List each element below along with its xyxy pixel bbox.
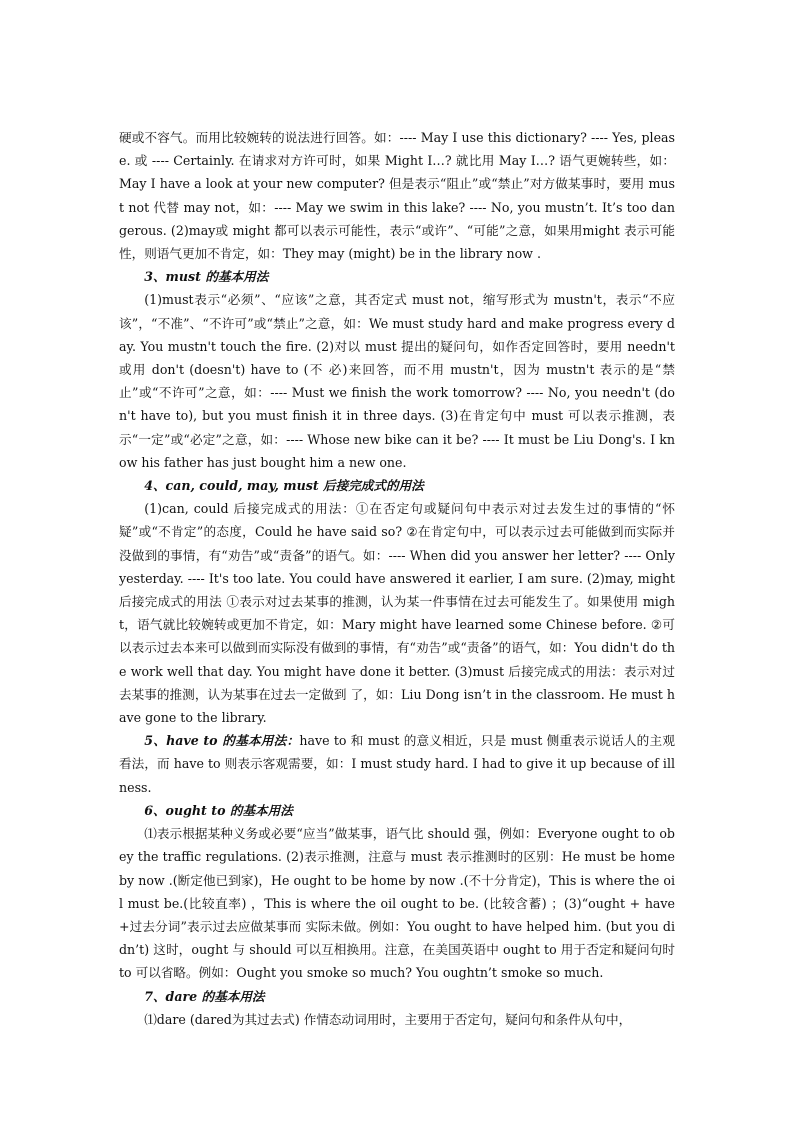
section-heading-perfect-forms: 4、can, could, may, must 后接完成式的用法	[144, 478, 424, 494]
paragraph-must: (1)must表示“必须”、“应该”之意，其否定式 must not，缩写形式为 mustn't，表示“不应该”，“不准”、“不许可”或“禁止”之意，如：We must study hard and make progress every day. You mustn't touch the fire. (2)对以 must 提出的疑问句，如作否定回答时，要用 needn't 或用 don't (doesn't) have to (不 必)来回答，而不用 mustn't，因为 mustn't 表示的是“禁止”或“不许可”之意，如：---- Must we finish the work tomorrow? ---- No, you needn't (don't have to), but you must finish it in three days. (3)在肯定句中 must 可以表示推测，表示“一定”或“必定”之意，如：---- Whose new bike can it be? ---- It must be Liu Dong's. I know his father has just bought him a new one.	[119, 292, 675, 470]
section-heading-must: 3、must 的基本用法	[144, 269, 269, 285]
paragraph-have-to	[119, 729, 675, 799]
section-heading-dare: 7、dare 的基本用法	[144, 988, 265, 1004]
paragraph-may-might-continued: 硬或不容气。而用比较婉转的说法进行回答。如：---- May I use this dictionary? ---- Yes, please. 或 ---- Certainly. 在请求对方许可时，如果 Might I…? 就比用 May I…? 语气更婉转些，如：May I have a look at your new computer? 但是表示“阻止”或“禁止”对方做某事时，要用 must not 代替 may not，如：---- May we swim in this lake? ---- No, you mustn’t. It’s too dangerous. (2)may或 might 都可以表示可能性，表示“或许”、“可能”之意，如果用might 表示可能性，则语气更加不肯定，如：They may (might) be in the library now .	[119, 130, 675, 262]
paragraph-ought-to: ⑴表示根据某种义务或必要“应当”做某事，语气比 should 强，例如：Everyone ought to obey the traffic regulations. (2)表示推测，注意与 must 表示推测时的区别：He must be home by now .(断定他已到家)，He ought to be home by now .(不十分肯定)，This is where the oil must be.(比较直率) ，This is where the oil ought to be. (比较含蓄) ；(3)“ought + have+过去分词”表示过去应做某事而 实际未做。例如：You ought to have helped him. (but you didn’t) 这时，ought 与 should 可以互相换用。注意，在美国英语中 ought to 用于否定和疑问句时 to 可以省略。例如：Ought you smoke so much? You oughtn’t smoke so much.	[119, 826, 675, 981]
section-heading-ought-to: 6、ought to 的基本用法	[144, 802, 293, 818]
paragraph-have-to-text: have to 和 must 的意义相近，只是 must 侧重表示说话人的主观看法，而 have to 则表示客观需要，如：I must study hard. I had to give it up because of illness.	[119, 733, 675, 795]
paragraph-dare: ⑴dare (dared为其过去式) 作情态动词用时，主要用于否定句，疑问句和条件从句中，	[144, 1011, 632, 1027]
document-page	[119, 126, 675, 1031]
paragraph-perfect-forms: (1)can, could 后接完成式的用法：①在否定句或疑问句中表示对过去发生过的事情的“怀疑”或“不肯定”的态度，Could he have said so? ②在肯定句中，可以表示过去可能做到而实际并没做到的事情，有“劝告”或“责备”的语气。如：---- When did you answer her letter? ---- Only yesterday. ---- It's too late. You could have answered it earlier, I am sure. (2)may, might 后接完成式的用法 ①表示对过去某事的推测，认为某一件事情在过去可能发生了。如果使用 might，语气就比较婉转或更加不肯定，如：Mary might have learned some Chinese before. ②可以表示过去本来可以做到而实际没有做到的事情，有“劝告”或“责备”的语气，如：You didn't do the work well that day. You might have done it better. (3)must 后接完成式的用法：表示对过去某事的推测，认为某事在过去一定做到 了，如：Liu Dong isn’t in the classroom. He must have gone to the library.	[119, 501, 675, 726]
section-heading-have-to: 5、have to 的基本用法：	[144, 733, 300, 749]
